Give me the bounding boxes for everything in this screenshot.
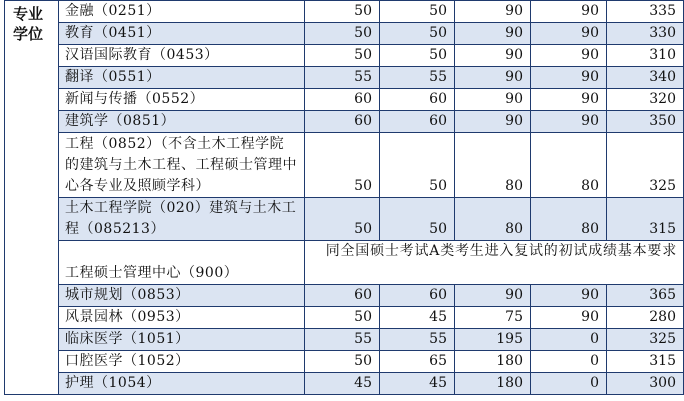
program-name-cell: 教育（0451） bbox=[59, 23, 305, 45]
score-cell: 320 bbox=[607, 89, 684, 111]
score-cell: 340 bbox=[607, 67, 684, 89]
score-cell: 90 bbox=[531, 285, 607, 307]
score-cell: 180 bbox=[455, 373, 531, 395]
program-name-cell: 城市规划（0853） bbox=[59, 285, 305, 307]
score-cell: 90 bbox=[455, 111, 531, 133]
score-cell: 90 bbox=[455, 1, 531, 23]
score-cell: 90 bbox=[531, 67, 607, 89]
program-name-cell: 汉语国际教育（0453） bbox=[59, 45, 305, 67]
score-cell: 315 bbox=[607, 351, 684, 373]
note-cell: 同全国硕士考试A类考生进入复试的初试成绩基本要求 bbox=[305, 241, 684, 285]
score-cell: 60 bbox=[305, 111, 380, 133]
score-cell: 90 bbox=[455, 285, 531, 307]
score-cell: 65 bbox=[380, 351, 455, 373]
program-name-cell: 工程硕士管理中心（900） bbox=[59, 241, 305, 285]
score-cell: 90 bbox=[455, 23, 531, 45]
category-cell: 专业学位 bbox=[5, 1, 59, 395]
score-cell: 50 bbox=[380, 1, 455, 23]
program-name-cell: 翻译（0551） bbox=[59, 67, 305, 89]
score-cell: 300 bbox=[607, 373, 684, 395]
table-row bbox=[5, 67, 684, 89]
score-cell: 45 bbox=[305, 373, 380, 395]
score-cell: 50 bbox=[305, 23, 380, 45]
score-cell: 90 bbox=[531, 45, 607, 67]
score-cell: 50 bbox=[305, 45, 380, 67]
program-name-cell: 临床医学（1051） bbox=[59, 329, 305, 351]
program-name-cell: 新闻与传播（0552） bbox=[59, 89, 305, 111]
score-cell: 50 bbox=[305, 133, 380, 198]
score-cell: 90 bbox=[455, 45, 531, 67]
program-name-cell: 土木工程学院（020）建筑与土木工程（085213） bbox=[59, 198, 305, 241]
score-cell: 365 bbox=[607, 285, 684, 307]
score-requirements-table bbox=[4, 0, 684, 395]
score-cell: 280 bbox=[607, 307, 684, 329]
score-cell: 335 bbox=[607, 1, 684, 23]
score-cell: 315 bbox=[607, 198, 684, 241]
table-row bbox=[5, 307, 684, 329]
score-cell: 50 bbox=[380, 133, 455, 198]
score-cell: 45 bbox=[380, 307, 455, 329]
program-name-cell: 风景园林（0953） bbox=[59, 307, 305, 329]
program-name-cell: 建筑学（0851） bbox=[59, 111, 305, 133]
score-cell: 90 bbox=[531, 307, 607, 329]
score-cell: 60 bbox=[380, 111, 455, 133]
score-cell: 80 bbox=[531, 133, 607, 198]
score-cell: 45 bbox=[380, 373, 455, 395]
score-cell: 80 bbox=[455, 133, 531, 198]
table-row bbox=[5, 89, 684, 111]
score-cell: 90 bbox=[531, 1, 607, 23]
score-cell: 195 bbox=[455, 329, 531, 351]
score-cell: 50 bbox=[380, 198, 455, 241]
score-cell: 50 bbox=[305, 351, 380, 373]
score-cell: 50 bbox=[305, 198, 380, 241]
score-cell: 55 bbox=[305, 329, 380, 351]
score-cell: 330 bbox=[607, 23, 684, 45]
score-cell: 55 bbox=[380, 67, 455, 89]
score-cell: 0 bbox=[531, 329, 607, 351]
score-cell: 50 bbox=[305, 307, 380, 329]
score-cell: 75 bbox=[455, 307, 531, 329]
score-cell: 60 bbox=[305, 89, 380, 111]
score-cell: 325 bbox=[607, 133, 684, 198]
score-cell: 60 bbox=[380, 89, 455, 111]
score-cell: 90 bbox=[531, 23, 607, 45]
score-cell: 90 bbox=[455, 89, 531, 111]
score-cell: 80 bbox=[531, 198, 607, 241]
table-row bbox=[5, 198, 684, 241]
table-row bbox=[5, 45, 684, 67]
score-cell: 50 bbox=[380, 23, 455, 45]
program-name-cell: 工程（0852）（不含土木工程学院的建筑与土木工程、工程硕士管理中心各专业及照顾学科） bbox=[59, 133, 305, 198]
table-row bbox=[5, 373, 684, 395]
table-row bbox=[5, 133, 684, 198]
table-row bbox=[5, 351, 684, 373]
score-cell: 55 bbox=[305, 67, 380, 89]
table-row bbox=[5, 329, 684, 351]
program-name-cell: 护理（1054） bbox=[59, 373, 305, 395]
score-cell: 0 bbox=[531, 373, 607, 395]
score-cell: 60 bbox=[305, 285, 380, 307]
score-cell: 350 bbox=[607, 111, 684, 133]
score-cell: 80 bbox=[455, 198, 531, 241]
score-cell: 90 bbox=[455, 67, 531, 89]
program-name-cell: 金融（0251） bbox=[59, 1, 305, 23]
score-cell: 60 bbox=[380, 285, 455, 307]
score-cell: 50 bbox=[305, 1, 380, 23]
score-cell: 55 bbox=[380, 329, 455, 351]
score-cell: 90 bbox=[531, 111, 607, 133]
score-cell: 90 bbox=[531, 89, 607, 111]
table-row bbox=[5, 1, 684, 23]
table-row bbox=[5, 23, 684, 45]
table-row bbox=[5, 111, 684, 133]
program-name-cell: 口腔医学（1052） bbox=[59, 351, 305, 373]
score-cell: 310 bbox=[607, 45, 684, 67]
score-cell: 180 bbox=[455, 351, 531, 373]
score-cell: 325 bbox=[607, 329, 684, 351]
score-cell: 0 bbox=[531, 351, 607, 373]
score-cell: 50 bbox=[380, 45, 455, 67]
table-row bbox=[5, 241, 684, 285]
table-row bbox=[5, 285, 684, 307]
